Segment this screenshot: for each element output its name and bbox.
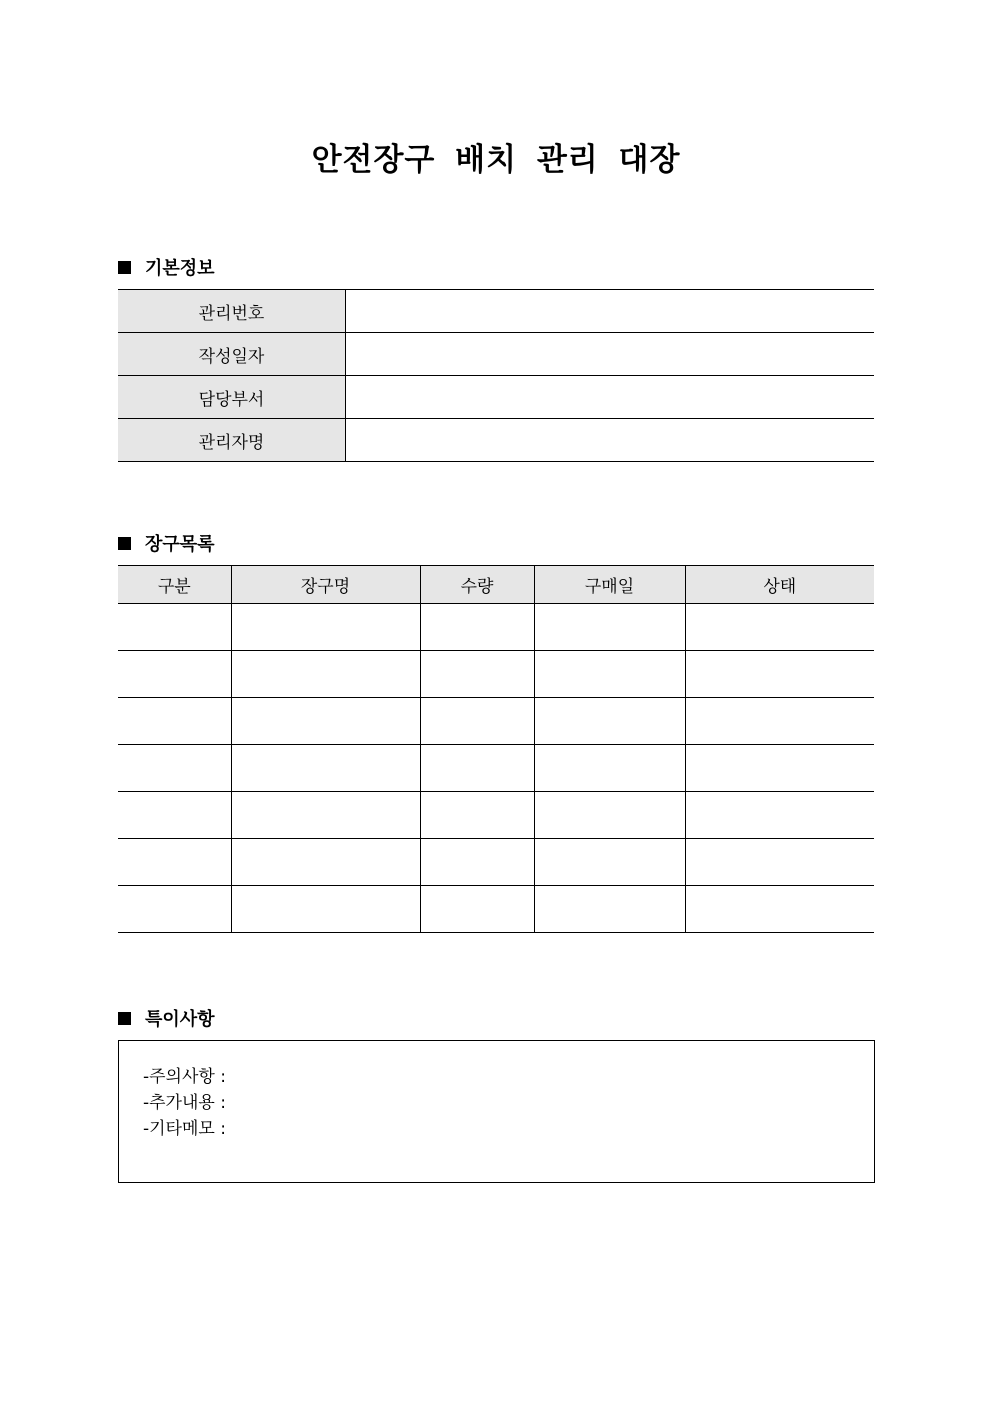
column-header-purchase-date: 구매일 (534, 566, 685, 604)
field-value-manager-name[interactable] (346, 419, 875, 462)
column-header-category: 구분 (118, 566, 231, 604)
cell-purchase-date[interactable] (534, 651, 685, 698)
cell-category[interactable] (118, 698, 231, 745)
cell-quantity[interactable] (420, 604, 534, 651)
cell-status[interactable] (685, 792, 874, 839)
cell-purchase-date[interactable] (534, 698, 685, 745)
cell-status[interactable] (685, 651, 874, 698)
cell-equipment-name[interactable] (231, 745, 420, 792)
table-row (118, 419, 874, 462)
notes-heading (118, 1005, 215, 1031)
table-row (118, 745, 874, 792)
note-line-additional: -추가내용 : (143, 1093, 226, 1113)
cell-quantity[interactable] (420, 792, 534, 839)
cell-purchase-date[interactable] (534, 745, 685, 792)
basic-info-heading-text: 기본정보 (145, 258, 215, 279)
cell-equipment-name[interactable] (231, 651, 420, 698)
cell-quantity[interactable] (420, 839, 534, 886)
field-label-manager-name: 관리자명 (118, 419, 346, 462)
cell-category[interactable] (118, 886, 231, 933)
table-header-row (118, 566, 874, 604)
square-bullet-icon (118, 537, 131, 550)
field-value-created-date[interactable] (346, 333, 875, 376)
cell-equipment-name[interactable] (231, 698, 420, 745)
cell-quantity[interactable] (420, 698, 534, 745)
cell-purchase-date[interactable] (534, 839, 685, 886)
equipment-list-heading (118, 530, 215, 556)
basic-info-table (118, 289, 874, 462)
square-bullet-icon (118, 1012, 131, 1025)
notes-box[interactable] (118, 1040, 875, 1183)
cell-category[interactable] (118, 792, 231, 839)
cell-quantity[interactable] (420, 651, 534, 698)
field-label-department: 담당부서 (118, 376, 346, 419)
document-title: 안전장구 배치 관리 대장 (311, 142, 681, 178)
cell-quantity[interactable] (420, 745, 534, 792)
cell-equipment-name[interactable] (231, 604, 420, 651)
cell-purchase-date[interactable] (534, 792, 685, 839)
note-line-caution: -주의사항 : (143, 1067, 226, 1087)
table-row (118, 333, 874, 376)
table-row (118, 839, 874, 886)
table-row (118, 290, 874, 333)
equipment-table (118, 565, 874, 933)
basic-info-heading (118, 254, 215, 280)
equipment-table-body (118, 604, 874, 933)
table-row (118, 651, 874, 698)
column-header-status: 상태 (685, 566, 874, 604)
cell-equipment-name[interactable] (231, 886, 420, 933)
note-line-other-memo: -기타메모 : (143, 1119, 226, 1139)
table-row (118, 698, 874, 745)
cell-purchase-date[interactable] (534, 604, 685, 651)
cell-equipment-name[interactable] (231, 839, 420, 886)
field-value-management-number[interactable] (346, 290, 875, 333)
table-row (118, 792, 874, 839)
field-label-management-number: 관리번호 (118, 290, 346, 333)
table-row (118, 886, 874, 933)
cell-category[interactable] (118, 604, 231, 651)
field-label-created-date: 작성일자 (118, 333, 346, 376)
cell-category[interactable] (118, 651, 231, 698)
cell-status[interactable] (685, 839, 874, 886)
cell-status[interactable] (685, 886, 874, 933)
column-header-quantity: 수량 (420, 566, 534, 604)
cell-category[interactable] (118, 839, 231, 886)
cell-quantity[interactable] (420, 886, 534, 933)
cell-purchase-date[interactable] (534, 886, 685, 933)
cell-category[interactable] (118, 745, 231, 792)
field-value-department[interactable] (346, 376, 875, 419)
cell-status[interactable] (685, 698, 874, 745)
cell-status[interactable] (685, 745, 874, 792)
table-row (118, 604, 874, 651)
column-header-equipment-name: 장구명 (231, 566, 420, 604)
table-row (118, 376, 874, 419)
cell-status[interactable] (685, 604, 874, 651)
equipment-list-heading-text: 장구목록 (145, 534, 215, 555)
cell-equipment-name[interactable] (231, 792, 420, 839)
notes-heading-text: 특이사항 (145, 1009, 215, 1030)
square-bullet-icon (118, 261, 131, 274)
